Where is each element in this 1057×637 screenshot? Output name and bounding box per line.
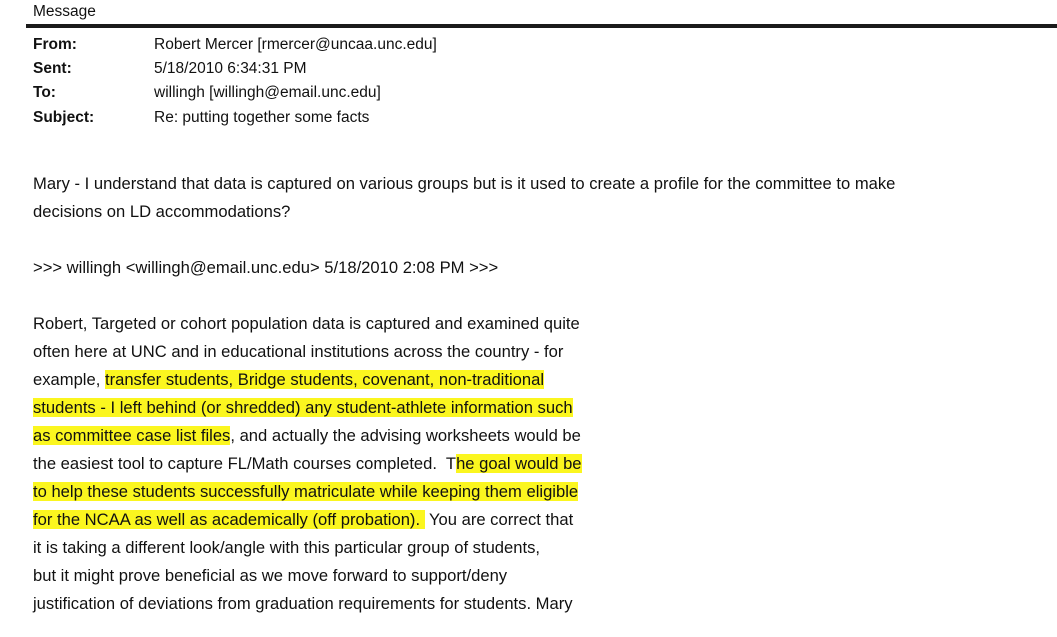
quoted-line-3-plain: example, <box>33 370 105 389</box>
to-label: To: <box>33 84 56 101</box>
highlighted-text: to help these students successfully matriculate while keeping them eligible <box>33 482 579 501</box>
quoted-line-8-plain: You are correct that <box>424 510 574 529</box>
highlighted-text: as committee case list files <box>33 426 231 445</box>
quoted-line-8 <box>33 506 573 534</box>
highlighted-text: students - I left behind (or shredded) any student-athlete information such <box>33 398 573 417</box>
quoted-line-4 <box>33 394 573 422</box>
reply-line-1: Mary - I understand that data is captured on various groups but is it used to create a profile for the committee to make <box>33 174 896 193</box>
quoted-line-3 <box>33 366 544 394</box>
from-value: Robert Mercer [rmercer@uncaa.unc.edu] <box>154 36 437 53</box>
header-divider <box>26 24 1057 28</box>
quoted-line-5 <box>33 422 581 450</box>
quoted-line-2: often here at UNC and in educational institutions across the country - for <box>33 342 564 361</box>
subject-value: Re: putting together some facts <box>154 109 370 126</box>
quoted-line-1: Robert, Targeted or cohort population data is captured and examined quite <box>33 314 580 333</box>
sent-label: Sent: <box>33 60 72 77</box>
quoted-line-7 <box>33 478 578 506</box>
quote-header: >>> willingh <willingh@email.unc.edu> 5/18/2010 2:08 PM >>> <box>33 258 499 277</box>
reply-line-2: decisions on LD accommodations? <box>33 202 291 221</box>
quoted-line-9: it is taking a different look/angle with this particular group of students, <box>33 538 541 557</box>
to-value: willingh [willingh@email.unc.edu] <box>154 84 381 101</box>
quoted-line-10: but it might prove beneficial as we move forward to support/deny <box>33 566 508 585</box>
highlighted-text: he goal would be <box>456 454 582 473</box>
quoted-line-11: justification of deviations from graduation requirements for students. Mary <box>33 594 573 613</box>
quoted-line-6 <box>33 450 582 478</box>
quoted-line-5-plain: , and actually the advising worksheets would be <box>230 426 581 445</box>
highlighted-text: for the NCAA as well as academically (off probation). <box>33 510 425 529</box>
sent-value: 5/18/2010 6:34:31 PM <box>154 60 307 77</box>
highlighted-text: transfer students, Bridge students, covenant, non-traditional <box>104 370 545 389</box>
quoted-line-6-plain: the easiest tool to capture FL/Math courses completed. T <box>33 454 457 473</box>
subject-label: Subject: <box>33 109 95 126</box>
message-label: Message <box>33 3 96 20</box>
from-label: From: <box>33 36 77 53</box>
